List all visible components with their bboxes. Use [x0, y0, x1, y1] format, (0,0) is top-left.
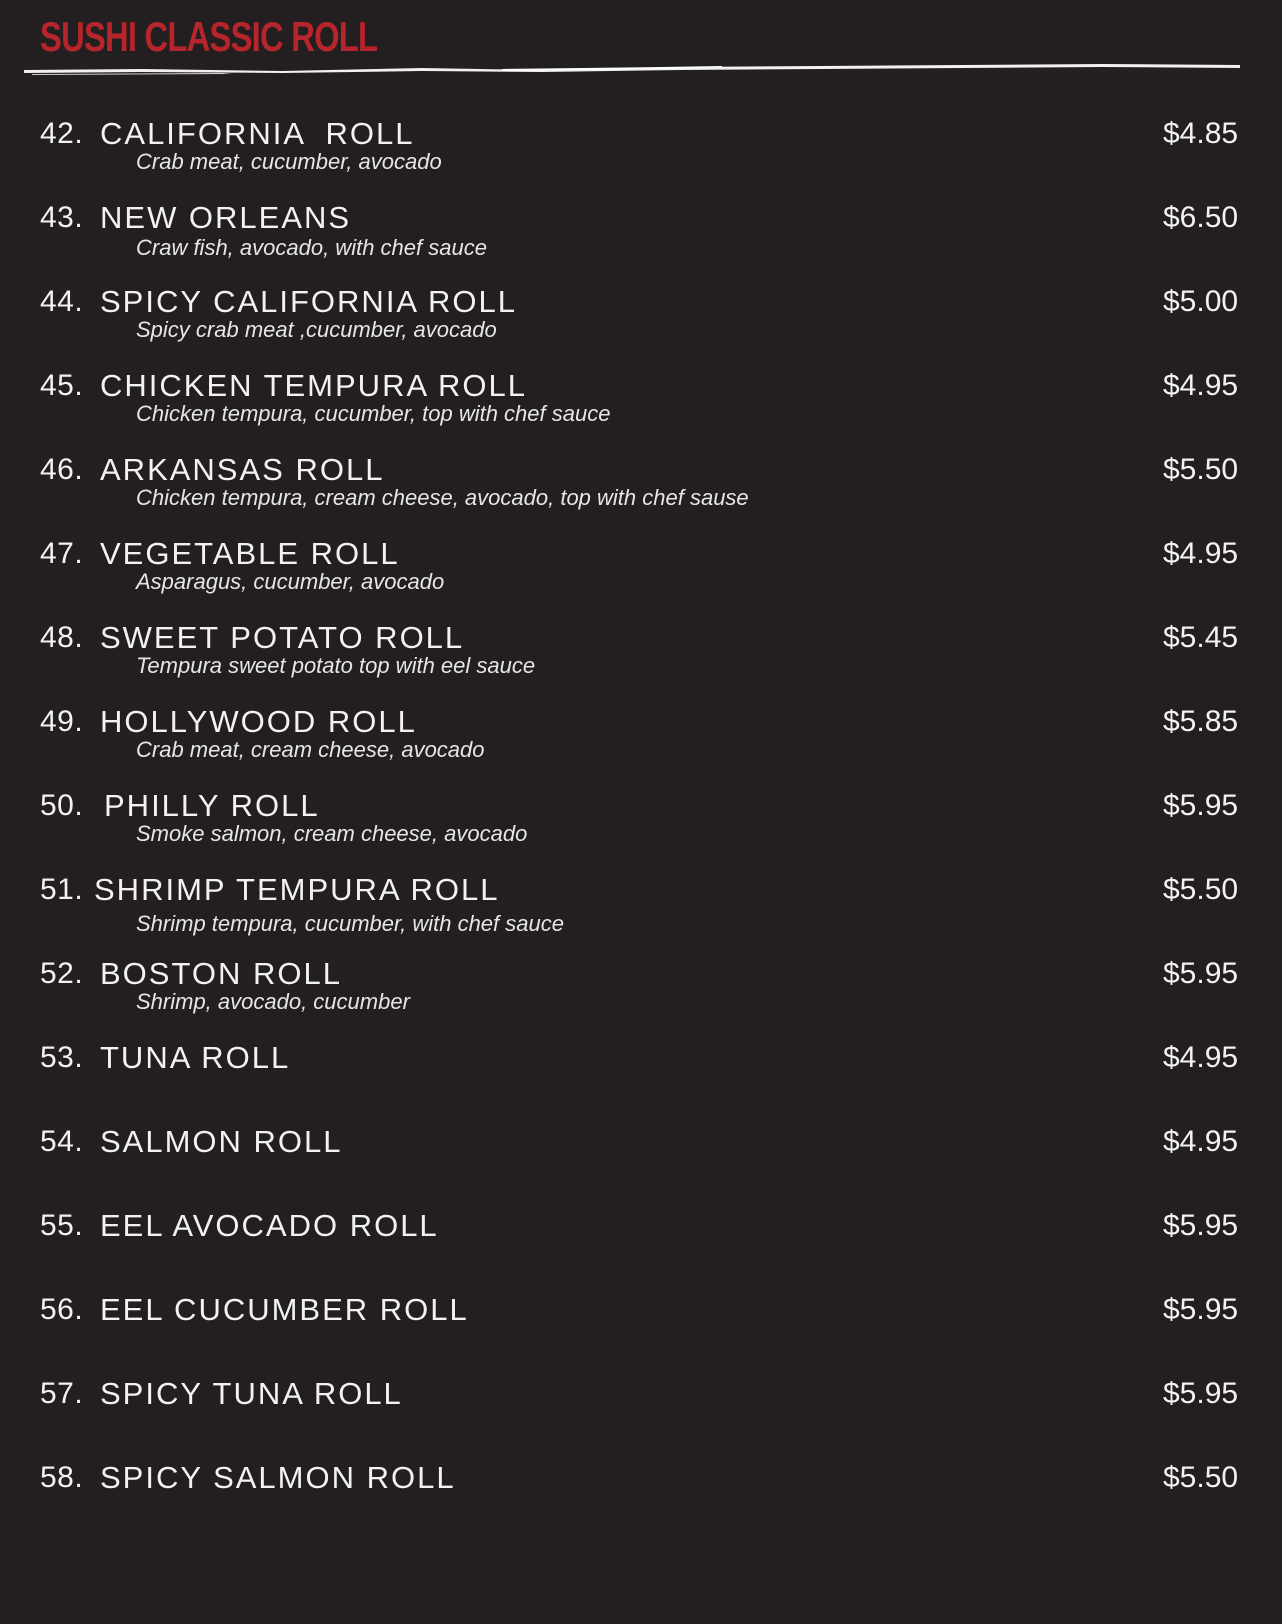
menu-item: [0, 704, 1282, 784]
item-number: 48.: [40, 621, 84, 654]
item-name: ARKANSAS ROLL: [100, 452, 385, 487]
menu-item: [0, 1460, 1282, 1540]
item-number: 43.: [40, 201, 84, 234]
item-price: $5.85: [1163, 705, 1239, 738]
menu-item: [0, 620, 1282, 700]
item-price: $5.45: [1163, 621, 1239, 654]
menu-item: [0, 284, 1282, 364]
item-number: 56.: [40, 1293, 84, 1326]
item-name: CALIFORNIA ROLL: [100, 116, 415, 151]
item-name: SALMON ROLL: [100, 1124, 343, 1159]
item-name: PHILLY ROLL: [104, 788, 320, 823]
item-price: $5.50: [1163, 873, 1239, 906]
item-name: SPICY TUNA ROLL: [100, 1376, 403, 1411]
item-number: 50.: [40, 789, 84, 822]
item-number: 54.: [40, 1125, 84, 1158]
item-name: TUNA ROLL: [100, 1040, 291, 1075]
item-price: $5.50: [1163, 453, 1239, 486]
item-description: Shrimp, avocado, cucumber: [136, 989, 410, 1014]
item-description: Crab meat, cream cheese, avocado: [136, 737, 485, 762]
item-number: 53.: [40, 1041, 84, 1074]
item-price: $5.00: [1163, 285, 1239, 318]
item-description: Asparagus, cucumber, avocado: [136, 569, 445, 594]
item-description: Chicken tempura, cream cheese, avocado, top with chef sause: [136, 485, 749, 510]
item-description: Chicken tempura, cucumber, top with chef sauce: [136, 401, 611, 426]
menu-item: [0, 1040, 1282, 1120]
item-number: 44.: [40, 285, 84, 318]
item-price: $4.95: [1163, 1125, 1239, 1158]
menu-item: [0, 452, 1282, 532]
item-name: SWEET POTATO ROLL: [100, 620, 465, 655]
menu-item: [0, 1376, 1282, 1456]
item-price: $5.95: [1163, 957, 1239, 990]
item-number: 49.: [40, 705, 84, 738]
item-number: 57.: [40, 1377, 84, 1410]
item-name: SHRIMP TEMPURA ROLL: [94, 872, 500, 907]
item-number: 52.: [40, 957, 84, 990]
item-description: Crab meat, cucumber, avocado: [136, 149, 442, 174]
item-price: $5.95: [1163, 1209, 1239, 1242]
item-number: 47.: [40, 537, 84, 570]
menu-item: [0, 788, 1282, 868]
item-number: 51.: [40, 873, 84, 906]
item-price: $4.95: [1163, 537, 1239, 570]
item-name: SPICY SALMON ROLL: [100, 1460, 456, 1495]
menu-item: [0, 200, 1282, 280]
item-price: $4.95: [1163, 369, 1239, 402]
menu-item: [0, 1208, 1282, 1288]
item-price: $4.95: [1163, 1041, 1239, 1074]
item-name: EEL AVOCADO ROLL: [100, 1208, 439, 1243]
menu-item: [0, 536, 1282, 616]
item-name: VEGETABLE ROLL: [100, 536, 400, 571]
item-name: BOSTON ROLL: [100, 956, 342, 991]
item-number: 55.: [40, 1209, 84, 1242]
item-price: $5.50: [1163, 1461, 1239, 1494]
menu-item: [0, 1124, 1282, 1204]
item-number: 45.: [40, 369, 84, 402]
item-name: NEW ORLEANS: [100, 200, 352, 235]
item-name: HOLLYWOOD ROLL: [100, 704, 417, 739]
item-name: EEL CUCUMBER ROLL: [100, 1292, 469, 1327]
item-description: Spicy crab meat ,cucumber, avocado: [136, 317, 497, 342]
menu-item: [0, 1292, 1282, 1372]
item-name: SPICY CALIFORNIA ROLL: [100, 284, 517, 319]
item-name: CHICKEN TEMPURA ROLL: [100, 368, 528, 403]
section-title: SUSHI CLASSIC ROLL: [40, 13, 378, 60]
menu-item: [0, 956, 1282, 1036]
menu-item: [0, 368, 1282, 448]
menu-item: [0, 116, 1282, 196]
item-price: $4.85: [1163, 117, 1239, 150]
item-description: Shrimp tempura, cucumber, with chef sauce: [136, 911, 564, 936]
item-price: $6.50: [1163, 201, 1239, 234]
menu-item: [0, 872, 1282, 952]
item-description: Smoke salmon, cream cheese, avocado: [136, 821, 528, 846]
item-number: 42.: [40, 117, 84, 150]
item-number: 58.: [40, 1461, 84, 1494]
item-number: 46.: [40, 453, 84, 486]
item-description: Craw fish, avocado, with chef sauce: [136, 235, 487, 260]
item-price: $5.95: [1163, 789, 1239, 822]
item-price: $5.95: [1163, 1377, 1239, 1410]
item-description: Tempura sweet potato top with eel sauce: [136, 653, 536, 678]
item-price: $5.95: [1163, 1293, 1239, 1326]
